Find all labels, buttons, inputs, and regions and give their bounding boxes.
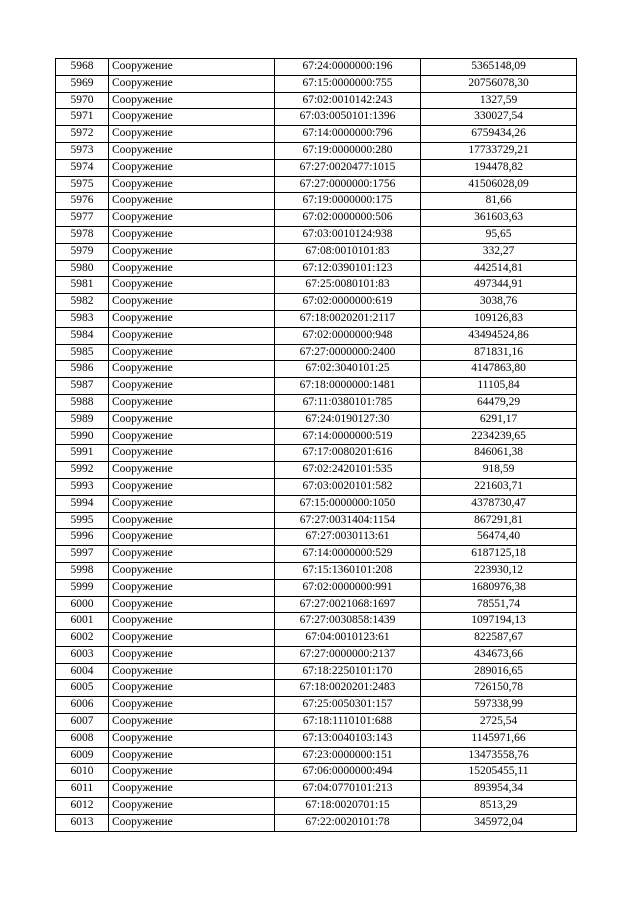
cadastral-number-cell: 67:02:0000000:619 — [275, 294, 421, 311]
cadastral-value-cell: 846061,38 — [421, 445, 577, 462]
object-type-cell: Сооружение — [109, 478, 275, 495]
table-row — [56, 394, 577, 411]
table-row — [56, 798, 577, 815]
object-type-cell: Сооружение — [109, 344, 275, 361]
table-row — [56, 428, 577, 445]
table-row — [56, 764, 577, 781]
table-row — [56, 663, 577, 680]
cadastral-value-cell: 56474,40 — [421, 529, 577, 546]
cadastral-value-cell: 41506028,09 — [421, 176, 577, 193]
object-type-cell: Сооружение — [109, 327, 275, 344]
row-number-cell: 6008 — [56, 730, 109, 747]
cadastral-number-cell: 67:02:2420101:535 — [275, 462, 421, 479]
object-type-cell: Сооружение — [109, 646, 275, 663]
cadastral-value-cell: 434673,66 — [421, 646, 577, 663]
row-number-cell: 6006 — [56, 697, 109, 714]
cadastral-value-cell: 1327,59 — [421, 92, 577, 109]
table-row — [56, 226, 577, 243]
object-type-cell: Сооружение — [109, 596, 275, 613]
cadastral-number-cell: 67:18:0000000:1481 — [275, 378, 421, 395]
cadastral-number-cell: 67:24:0190127:30 — [275, 411, 421, 428]
cadastral-value-cell: 20756078,30 — [421, 75, 577, 92]
table-row — [56, 277, 577, 294]
cadastral-number-cell: 67:15:0000000:1050 — [275, 495, 421, 512]
table-row — [56, 445, 577, 462]
cadastral-number-cell: 67:27:0031404:1154 — [275, 512, 421, 529]
table-row — [56, 378, 577, 395]
cadastral-number-cell: 67:18:0020201:2117 — [275, 310, 421, 327]
object-type-cell: Сооружение — [109, 210, 275, 227]
cadastral-value-cell: 871831,16 — [421, 344, 577, 361]
table-row — [56, 210, 577, 227]
cadastral-number-cell: 67:17:0080201:616 — [275, 445, 421, 462]
cadastral-number-cell: 67:22:0020101:78 — [275, 814, 421, 831]
object-type-cell: Сооружение — [109, 159, 275, 176]
row-number-cell: 5981 — [56, 277, 109, 294]
object-type-cell: Сооружение — [109, 546, 275, 563]
row-number-cell: 5997 — [56, 546, 109, 563]
cadastral-number-cell: 67:14:0000000:519 — [275, 428, 421, 445]
cadastral-number-cell: 67:14:0000000:529 — [275, 546, 421, 563]
row-number-cell: 6004 — [56, 663, 109, 680]
table-row — [56, 126, 577, 143]
object-type-cell: Сооружение — [109, 378, 275, 395]
row-number-cell: 5989 — [56, 411, 109, 428]
row-number-cell: 6003 — [56, 646, 109, 663]
cadastral-number-cell: 67:18:0020201:2483 — [275, 680, 421, 697]
table-row — [56, 142, 577, 159]
object-type-cell: Сооружение — [109, 798, 275, 815]
cadastral-number-cell: 67:24:0000000:196 — [275, 59, 421, 76]
row-number-cell: 5972 — [56, 126, 109, 143]
cadastral-number-cell: 67:18:2250101:170 — [275, 663, 421, 680]
object-type-cell: Сооружение — [109, 764, 275, 781]
cadastral-value-cell: 332,27 — [421, 243, 577, 260]
cadastral-value-cell: 221603,71 — [421, 478, 577, 495]
object-type-cell: Сооружение — [109, 75, 275, 92]
row-number-cell: 5975 — [56, 176, 109, 193]
cadastral-value-cell: 15205455,11 — [421, 764, 577, 781]
cadastral-value-cell: 442514,81 — [421, 260, 577, 277]
object-type-cell: Сооружение — [109, 428, 275, 445]
table-row — [56, 495, 577, 512]
cadastral-number-cell: 67:02:0000000:506 — [275, 210, 421, 227]
object-type-cell: Сооружение — [109, 294, 275, 311]
row-number-cell: 5998 — [56, 562, 109, 579]
table-row — [56, 714, 577, 731]
row-number-cell: 5979 — [56, 243, 109, 260]
object-type-cell: Сооружение — [109, 411, 275, 428]
cadastral-number-cell: 67:19:0000000:280 — [275, 142, 421, 159]
cadastral-number-cell: 67:04:0010123:61 — [275, 630, 421, 647]
object-type-cell: Сооружение — [109, 630, 275, 647]
cadastral-number-cell: 67:02:0010142:243 — [275, 92, 421, 109]
row-number-cell: 5999 — [56, 579, 109, 596]
table-row — [56, 361, 577, 378]
cadastral-number-cell: 67:27:0030113:61 — [275, 529, 421, 546]
row-number-cell: 5987 — [56, 378, 109, 395]
row-number-cell: 5984 — [56, 327, 109, 344]
cadastral-number-cell: 67:18:1110101:688 — [275, 714, 421, 731]
cadastral-value-cell: 64479,29 — [421, 394, 577, 411]
table-row — [56, 327, 577, 344]
row-number-cell: 5973 — [56, 142, 109, 159]
object-type-cell: Сооружение — [109, 361, 275, 378]
row-number-cell: 5968 — [56, 59, 109, 76]
row-number-cell: 6002 — [56, 630, 109, 647]
row-number-cell: 6013 — [56, 814, 109, 831]
object-type-cell: Сооружение — [109, 714, 275, 731]
cadastral-number-cell: 67:14:0000000:796 — [275, 126, 421, 143]
table-row — [56, 193, 577, 210]
cadastral-value-cell: 345972,04 — [421, 814, 577, 831]
object-type-cell: Сооружение — [109, 579, 275, 596]
table-row — [56, 781, 577, 798]
row-number-cell: 5969 — [56, 75, 109, 92]
cadastral-value-cell: 918,59 — [421, 462, 577, 479]
object-type-cell: Сооружение — [109, 495, 275, 512]
row-number-cell: 5971 — [56, 109, 109, 126]
cadastral-value-cell: 95,65 — [421, 226, 577, 243]
table-row — [56, 310, 577, 327]
cadastral-number-cell: 67:12:0390101:123 — [275, 260, 421, 277]
cadastral-value-cell: 822587,67 — [421, 630, 577, 647]
row-number-cell: 6001 — [56, 613, 109, 630]
registry-table — [55, 58, 577, 832]
table-row — [56, 747, 577, 764]
table-row — [56, 680, 577, 697]
cadastral-value-cell: 194478,82 — [421, 159, 577, 176]
cadastral-number-cell: 67:11:0380101:785 — [275, 394, 421, 411]
cadastral-number-cell: 67:06:0000000:494 — [275, 764, 421, 781]
cadastral-value-cell: 2234239,65 — [421, 428, 577, 445]
table-row — [56, 462, 577, 479]
cadastral-value-cell: 4378730,47 — [421, 495, 577, 512]
cadastral-value-cell: 2725,54 — [421, 714, 577, 731]
object-type-cell: Сооружение — [109, 243, 275, 260]
object-type-cell: Сооружение — [109, 260, 275, 277]
row-number-cell: 5996 — [56, 529, 109, 546]
row-number-cell: 6005 — [56, 680, 109, 697]
table-row — [56, 613, 577, 630]
cadastral-value-cell: 3038,76 — [421, 294, 577, 311]
row-number-cell: 5978 — [56, 226, 109, 243]
object-type-cell: Сооружение — [109, 59, 275, 76]
cadastral-value-cell: 1097194,13 — [421, 613, 577, 630]
cadastral-value-cell: 1680976,38 — [421, 579, 577, 596]
table-row — [56, 579, 577, 596]
row-number-cell: 6011 — [56, 781, 109, 798]
object-type-cell: Сооружение — [109, 462, 275, 479]
object-type-cell: Сооружение — [109, 109, 275, 126]
object-type-cell: Сооружение — [109, 613, 275, 630]
cadastral-value-cell: 78551,74 — [421, 596, 577, 613]
object-type-cell: Сооружение — [109, 562, 275, 579]
row-number-cell: 6000 — [56, 596, 109, 613]
object-type-cell: Сооружение — [109, 680, 275, 697]
row-number-cell: 5986 — [56, 361, 109, 378]
object-type-cell: Сооружение — [109, 697, 275, 714]
cadastral-number-cell: 67:08:0010101:83 — [275, 243, 421, 260]
object-type-cell: Сооружение — [109, 142, 275, 159]
row-number-cell: 6012 — [56, 798, 109, 815]
table-row — [56, 546, 577, 563]
table-row — [56, 562, 577, 579]
cadastral-number-cell: 67:25:0080101:83 — [275, 277, 421, 294]
cadastral-value-cell: 43494524,86 — [421, 327, 577, 344]
object-type-cell: Сооружение — [109, 730, 275, 747]
cadastral-value-cell: 81,66 — [421, 193, 577, 210]
object-type-cell: Сооружение — [109, 226, 275, 243]
object-type-cell: Сооружение — [109, 126, 275, 143]
table-row — [56, 344, 577, 361]
object-type-cell: Сооружение — [109, 394, 275, 411]
row-number-cell: 5980 — [56, 260, 109, 277]
object-type-cell: Сооружение — [109, 781, 275, 798]
cadastral-number-cell: 67:19:0000000:175 — [275, 193, 421, 210]
table-row — [56, 294, 577, 311]
row-number-cell: 5985 — [56, 344, 109, 361]
cadastral-number-cell: 67:27:0021068:1697 — [275, 596, 421, 613]
cadastral-number-cell: 67:03:0020101:582 — [275, 478, 421, 495]
row-number-cell: 6009 — [56, 747, 109, 764]
cadastral-value-cell: 13473558,76 — [421, 747, 577, 764]
cadastral-value-cell: 6759434,26 — [421, 126, 577, 143]
cadastral-value-cell: 726150,78 — [421, 680, 577, 697]
row-number-cell: 5993 — [56, 478, 109, 495]
cadastral-value-cell: 17733729,21 — [421, 142, 577, 159]
table-row — [56, 260, 577, 277]
cadastral-value-cell: 5365148,09 — [421, 59, 577, 76]
object-type-cell: Сооружение — [109, 512, 275, 529]
cadastral-value-cell: 11105,84 — [421, 378, 577, 395]
object-type-cell: Сооружение — [109, 445, 275, 462]
cadastral-value-cell: 361603,63 — [421, 210, 577, 227]
cadastral-value-cell: 109126,83 — [421, 310, 577, 327]
table-row — [56, 512, 577, 529]
cadastral-value-cell: 1145971,66 — [421, 730, 577, 747]
row-number-cell: 5983 — [56, 310, 109, 327]
cadastral-number-cell: 67:27:0030858:1439 — [275, 613, 421, 630]
object-type-cell: Сооружение — [109, 193, 275, 210]
table-row — [56, 59, 577, 76]
object-type-cell: Сооружение — [109, 529, 275, 546]
cadastral-value-cell: 4147863,80 — [421, 361, 577, 378]
table-row — [56, 159, 577, 176]
row-number-cell: 5991 — [56, 445, 109, 462]
table-row — [56, 596, 577, 613]
row-number-cell: 5994 — [56, 495, 109, 512]
table-row — [56, 109, 577, 126]
table-row — [56, 75, 577, 92]
cadastral-number-cell: 67:13:0040103:143 — [275, 730, 421, 747]
row-number-cell: 5995 — [56, 512, 109, 529]
cadastral-number-cell: 67:23:0000000:151 — [275, 747, 421, 764]
row-number-cell: 5970 — [56, 92, 109, 109]
cadastral-number-cell: 67:02:0000000:991 — [275, 579, 421, 596]
cadastral-value-cell: 6291,17 — [421, 411, 577, 428]
registry-table-body — [56, 59, 577, 832]
cadastral-value-cell: 8513,29 — [421, 798, 577, 815]
table-row — [56, 630, 577, 647]
table-row — [56, 411, 577, 428]
object-type-cell: Сооружение — [109, 310, 275, 327]
object-type-cell: Сооружение — [109, 277, 275, 294]
cadastral-number-cell: 67:02:3040101:25 — [275, 361, 421, 378]
row-number-cell: 5974 — [56, 159, 109, 176]
cadastral-number-cell: 67:27:0000000:2400 — [275, 344, 421, 361]
cadastral-value-cell: 330027,54 — [421, 109, 577, 126]
row-number-cell: 5990 — [56, 428, 109, 445]
table-row — [56, 697, 577, 714]
table-row — [56, 814, 577, 831]
cadastral-number-cell: 67:27:0000000:2137 — [275, 646, 421, 663]
cadastral-value-cell: 893954,34 — [421, 781, 577, 798]
row-number-cell: 5988 — [56, 394, 109, 411]
object-type-cell: Сооружение — [109, 176, 275, 193]
table-row — [56, 646, 577, 663]
object-type-cell: Сооружение — [109, 747, 275, 764]
cadastral-value-cell: 289016,65 — [421, 663, 577, 680]
row-number-cell: 6010 — [56, 764, 109, 781]
table-row — [56, 529, 577, 546]
cadastral-number-cell: 67:15:1360101:208 — [275, 562, 421, 579]
cadastral-number-cell: 67:15:0000000:755 — [275, 75, 421, 92]
cadastral-number-cell: 67:02:0000000:948 — [275, 327, 421, 344]
cadastral-number-cell: 67:03:0010124:938 — [275, 226, 421, 243]
table-row — [56, 176, 577, 193]
object-type-cell: Сооружение — [109, 663, 275, 680]
row-number-cell: 5982 — [56, 294, 109, 311]
object-type-cell: Сооружение — [109, 92, 275, 109]
table-row — [56, 730, 577, 747]
cadastral-number-cell: 67:18:0020701:15 — [275, 798, 421, 815]
row-number-cell: 5977 — [56, 210, 109, 227]
cadastral-number-cell: 67:04:0770101:213 — [275, 781, 421, 798]
cadastral-value-cell: 867291,81 — [421, 512, 577, 529]
table-row — [56, 243, 577, 260]
cadastral-value-cell: 6187125,18 — [421, 546, 577, 563]
row-number-cell: 6007 — [56, 714, 109, 731]
table-row — [56, 92, 577, 109]
cadastral-number-cell: 67:25:0050301:157 — [275, 697, 421, 714]
cadastral-number-cell: 67:27:0000000:1756 — [275, 176, 421, 193]
cadastral-number-cell: 67:27:0020477:1015 — [275, 159, 421, 176]
row-number-cell: 5976 — [56, 193, 109, 210]
table-row — [56, 478, 577, 495]
cadastral-number-cell: 67:03:0050101:1396 — [275, 109, 421, 126]
cadastral-value-cell: 597338,99 — [421, 697, 577, 714]
row-number-cell: 5992 — [56, 462, 109, 479]
cadastral-value-cell: 497344,91 — [421, 277, 577, 294]
object-type-cell: Сооружение — [109, 814, 275, 831]
cadastral-value-cell: 223930,12 — [421, 562, 577, 579]
